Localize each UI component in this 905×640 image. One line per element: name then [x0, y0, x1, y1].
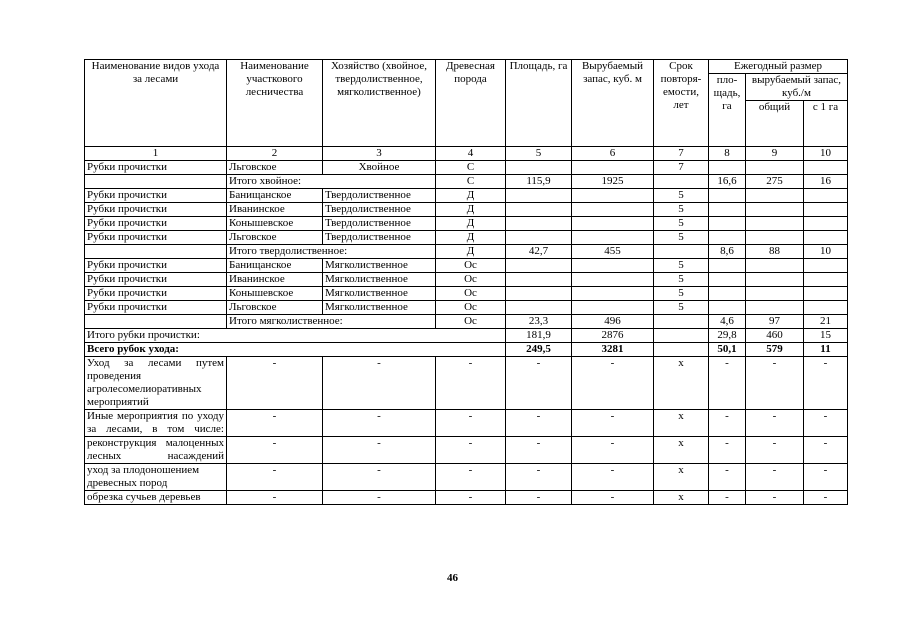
- farm-type: Хвойное: [323, 161, 436, 175]
- dash: -: [709, 437, 746, 464]
- dash: -: [804, 410, 848, 437]
- cross-mark: х: [654, 357, 709, 410]
- header-row-1: [85, 60, 848, 74]
- care-kind: Рубки прочистки: [85, 161, 227, 175]
- dash: -: [227, 437, 323, 464]
- annual-area-value: 16,6: [709, 175, 746, 189]
- other-measure-row: [85, 437, 848, 464]
- forestry-name: Банищанское: [227, 189, 323, 203]
- dash: -: [709, 464, 746, 491]
- column-number: 10: [804, 147, 848, 161]
- subtotal-row: [85, 245, 848, 259]
- page-number: 46: [447, 572, 458, 584]
- forestry-name: Льговское: [227, 301, 323, 315]
- care-kind: Рубки прочистки: [85, 259, 227, 273]
- other-measure-row: [85, 464, 848, 491]
- dash: -: [746, 491, 804, 505]
- dash: -: [746, 437, 804, 464]
- annual-per-ha-value: 21: [804, 315, 848, 329]
- species: С: [436, 175, 506, 189]
- subtotal-row: [85, 315, 848, 329]
- col-header-annual: Ежегодный размер: [709, 60, 848, 74]
- dash: -: [572, 491, 654, 505]
- species: Ос: [436, 273, 506, 287]
- volume-value: 496: [572, 315, 654, 329]
- table-row: [85, 259, 848, 273]
- repeat-period: 5: [654, 273, 709, 287]
- dash: -: [572, 464, 654, 491]
- dash: -: [323, 357, 436, 410]
- column-numbers-row: [85, 147, 848, 161]
- col-header-kind: Наименование видов ухода за лесами: [85, 60, 227, 147]
- measure-name: Уход за лесами путем проведения агролесомелиоративных мероприятий: [85, 357, 227, 410]
- cross-mark: х: [654, 491, 709, 505]
- cross-mark: х: [654, 410, 709, 437]
- cross-mark: х: [654, 464, 709, 491]
- table-row: [85, 231, 848, 245]
- volume-value: 1925: [572, 175, 654, 189]
- grand-total-row: [85, 343, 848, 357]
- subtotal-label: Итого хвойное:: [227, 175, 436, 189]
- dash: -: [572, 357, 654, 410]
- annual-per-ha-value: 10: [804, 245, 848, 259]
- column-number: 3: [323, 147, 436, 161]
- farm-type: Мягколиственное: [323, 259, 436, 273]
- col-header-annual-total: общий: [746, 101, 804, 147]
- repeat-period: 5: [654, 231, 709, 245]
- farm-type: Мягколиственное: [323, 273, 436, 287]
- col-header-volume: Вырубаемый запас, куб. м: [572, 60, 654, 147]
- repeat-period: 5: [654, 203, 709, 217]
- care-kind: Рубки прочистки: [85, 301, 227, 315]
- farm-type: Твердолиственное: [323, 231, 436, 245]
- dash: -: [506, 410, 572, 437]
- dash: -: [227, 410, 323, 437]
- col-header-forestry: Наименование участкового лесничества: [227, 60, 323, 147]
- column-number: 1: [85, 147, 227, 161]
- dash: -: [436, 357, 506, 410]
- annual-per-ha-value: 11: [804, 343, 848, 357]
- repeat-period: 5: [654, 189, 709, 203]
- dash: -: [709, 410, 746, 437]
- care-kind: Рубки прочистки: [85, 189, 227, 203]
- column-number: 6: [572, 147, 654, 161]
- farm-type: Мягколиственное: [323, 301, 436, 315]
- species: Ос: [436, 259, 506, 273]
- species: Ос: [436, 315, 506, 329]
- dash: -: [709, 491, 746, 505]
- column-number: 2: [227, 147, 323, 161]
- repeat-period: 5: [654, 259, 709, 273]
- care-kind: Рубки прочистки: [85, 203, 227, 217]
- dash: -: [227, 357, 323, 410]
- species: Д: [436, 231, 506, 245]
- table-row: [85, 217, 848, 231]
- annual-total-value: 88: [746, 245, 804, 259]
- area-value: 42,7: [506, 245, 572, 259]
- subtotal-row: [85, 175, 848, 189]
- volume-value: 2876: [572, 329, 654, 343]
- area-value: 23,3: [506, 315, 572, 329]
- measure-name: Иные мероприятия по уходу за лесами, в том числе:: [85, 410, 227, 437]
- forestry-name: Льговское: [227, 161, 323, 175]
- farm-type: Твердолиственное: [323, 203, 436, 217]
- col-header-area: Площадь, га: [506, 60, 572, 147]
- dash: -: [572, 410, 654, 437]
- annual-area-value: 4,6: [709, 315, 746, 329]
- dash: -: [746, 357, 804, 410]
- annual-area-value: 50,1: [709, 343, 746, 357]
- repeat-period: 5: [654, 301, 709, 315]
- annual-total-value: 97: [746, 315, 804, 329]
- repeat-period: 7: [654, 161, 709, 175]
- column-number: 9: [746, 147, 804, 161]
- table-row: [85, 161, 848, 175]
- dash: -: [227, 491, 323, 505]
- col-header-farm: Хозяйство (хвойное, твердолиственное, мягколиственное): [323, 60, 436, 147]
- repeat-period: 5: [654, 217, 709, 231]
- species: Ос: [436, 301, 506, 315]
- total-row: [85, 329, 848, 343]
- measure-name: уход за плодоношением древесных пород: [85, 464, 227, 491]
- annual-per-ha-value: 16: [804, 175, 848, 189]
- dash: -: [804, 464, 848, 491]
- annual-total-value: 275: [746, 175, 804, 189]
- annual-per-ha-value: 15: [804, 329, 848, 343]
- volume-value: 3281: [572, 343, 654, 357]
- dash: -: [804, 437, 848, 464]
- area-value: 115,9: [506, 175, 572, 189]
- col-header-annual-volume: вырубаемый запас, куб./м: [746, 74, 848, 101]
- care-kind: Рубки прочистки: [85, 287, 227, 301]
- dash: -: [436, 437, 506, 464]
- dash: -: [746, 464, 804, 491]
- dash: -: [506, 464, 572, 491]
- annual-area-value: 29,8: [709, 329, 746, 343]
- dash: -: [506, 491, 572, 505]
- forestry-name: Иванинское: [227, 203, 323, 217]
- species: Д: [436, 245, 506, 259]
- species: Д: [436, 217, 506, 231]
- column-number: 7: [654, 147, 709, 161]
- annual-area-value: 8,6: [709, 245, 746, 259]
- col-header-annual-per-ha: с 1 га: [804, 101, 848, 147]
- table-row: [85, 189, 848, 203]
- table-row: [85, 273, 848, 287]
- area-value: 181,9: [506, 329, 572, 343]
- column-number: 8: [709, 147, 746, 161]
- measure-name: реконструкция малоценных лесных насаждений: [85, 437, 227, 464]
- column-number: 5: [506, 147, 572, 161]
- dash: -: [436, 464, 506, 491]
- subtotal-label: Итого мягколиственное:: [227, 315, 436, 329]
- dash: -: [323, 437, 436, 464]
- subtotal-label: Итого твердолиственное:: [227, 245, 436, 259]
- table-row: [85, 287, 848, 301]
- dash: -: [709, 357, 746, 410]
- col-header-species: Древесная порода: [436, 60, 506, 147]
- dash: -: [227, 464, 323, 491]
- total-label: Итого рубки прочистки:: [85, 329, 506, 343]
- farm-type: Твердолиственное: [323, 217, 436, 231]
- dash: -: [804, 491, 848, 505]
- dash: -: [804, 357, 848, 410]
- volume-value: 455: [572, 245, 654, 259]
- grand-total-label: Всего рубок ухода:: [85, 343, 506, 357]
- table-row: [85, 203, 848, 217]
- area-value: 249,5: [506, 343, 572, 357]
- other-measure-row: [85, 357, 848, 410]
- dash: -: [323, 491, 436, 505]
- dash: -: [506, 437, 572, 464]
- other-measure-row: [85, 491, 848, 505]
- column-number: 4: [436, 147, 506, 161]
- col-header-annual-area: пло-щадь, га: [709, 74, 746, 147]
- forestry-name: Банищанское: [227, 259, 323, 273]
- forest-care-table: [84, 59, 848, 505]
- forestry-name: Иванинское: [227, 273, 323, 287]
- care-kind: Рубки прочистки: [85, 217, 227, 231]
- dash: -: [572, 437, 654, 464]
- forestry-name: Льговское: [227, 231, 323, 245]
- species: Д: [436, 203, 506, 217]
- dash: -: [323, 464, 436, 491]
- dash: -: [323, 410, 436, 437]
- annual-total-value: 460: [746, 329, 804, 343]
- measure-name: обрезка сучьев деревьев: [85, 491, 227, 505]
- farm-type: Твердолиственное: [323, 189, 436, 203]
- dash: -: [746, 410, 804, 437]
- annual-total-value: 579: [746, 343, 804, 357]
- repeat-period: 5: [654, 287, 709, 301]
- table-row: [85, 301, 848, 315]
- forestry-name: Конышевское: [227, 217, 323, 231]
- care-kind: Рубки прочистки: [85, 231, 227, 245]
- col-header-period: Срок повторя-емости, лет: [654, 60, 709, 147]
- species: С: [436, 161, 506, 175]
- care-kind: Рубки прочистки: [85, 273, 227, 287]
- cross-mark: х: [654, 437, 709, 464]
- other-measure-row: [85, 410, 848, 437]
- dash: -: [436, 491, 506, 505]
- dash: -: [436, 410, 506, 437]
- farm-type: Мягколиственное: [323, 287, 436, 301]
- species: Д: [436, 189, 506, 203]
- forestry-name: Конышевское: [227, 287, 323, 301]
- species: Ос: [436, 287, 506, 301]
- dash: -: [506, 357, 572, 410]
